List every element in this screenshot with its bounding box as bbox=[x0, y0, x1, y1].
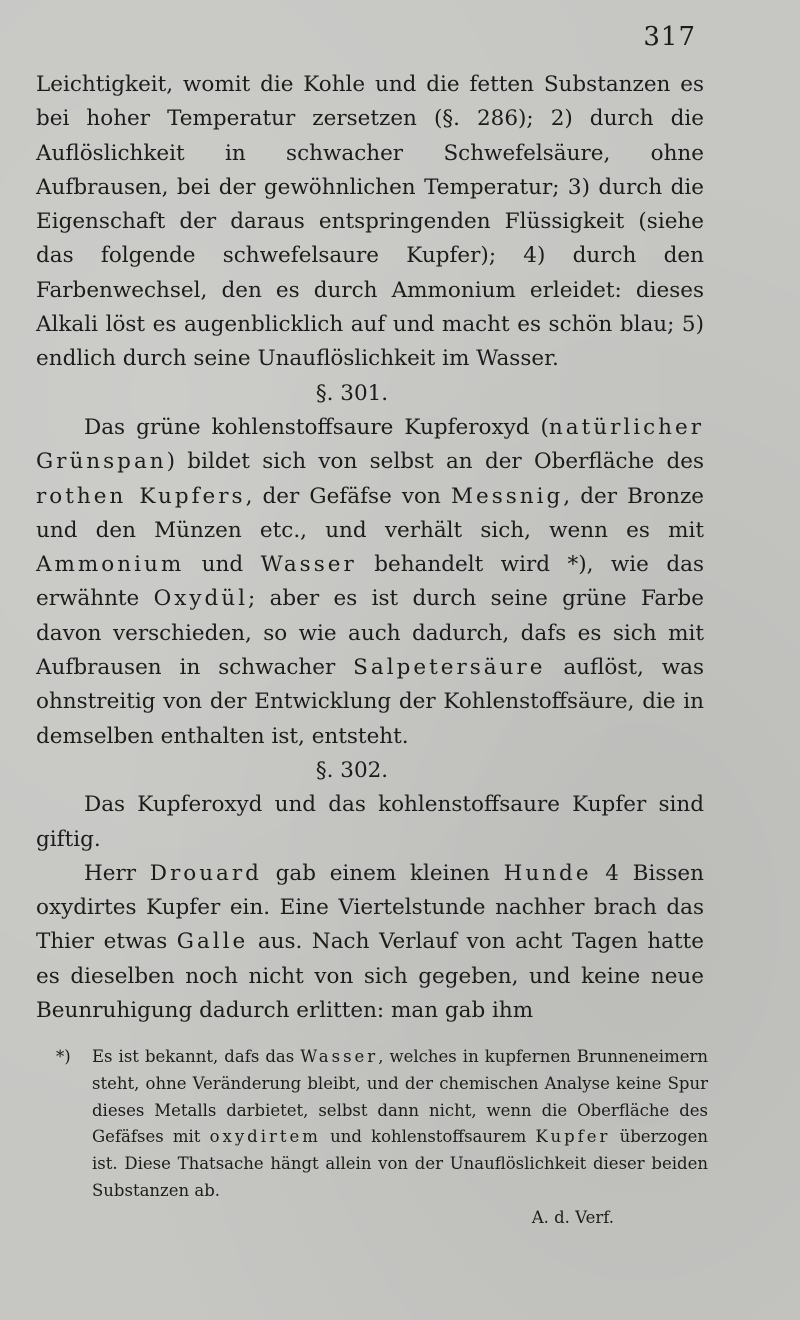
paragraph-302-b: Herr Drouard gab einem kleinen Hunde 4 Bissen oxydirtes Kupfer ein. Eine Viertelstunde nachher brach das Thier etwas Galle aus. Nach Verlauf von acht Tagen hatte es dieselben noch nicht von sich gegeben, und keine neue Beunruhigung dadurch erlitten: man gab ihm bbox=[36, 860, 705, 1024]
paragraph-302-a: Das Kupferoxyd und das kohlenstoffsaure Kupfer sind giftig. bbox=[36, 792, 704, 852]
section-heading-301: §. 301. bbox=[315, 380, 389, 406]
paragraph-301: Das grüne kohlenstoffsaure Kupferoxyd (natürlicher Grünspan) bildet sich von selbst an der Oberfläche des rothen Kupfers, der Gefäfse von Messnig, der Bronze und den Münzen etc., und verhält sich, wenn es mit Ammonium und Wasser behandelt wird *), wie das erwähnte Oxydül; aber es ist durch seine grüne Farbe davon verschieden, so wie auch dadurch, dafs es sich mit Aufbrausen in schwacher Salpetersäure auflöst, was ohnstreitig von der Entwicklung der Kohlenstoffsäure, die in demselben enthalten ist, entsteht. bbox=[36, 414, 705, 749]
paragraph-continuation: Leichtigkeit, womit die Kohle und die fetten Substanzen es bei hoher Temperatur zersetzen (§. 286); 2) durch die Auflöslichkeit in schwacher Schwefelsäure, ohne Aufbrausen, bei der gewöhnlichen Temperatur; 3) durch die Eigenschaft der daraus entspringenden Flüssigkeit (siehe das folgende schwefelsaure Kupfer); 4) durch den Farbenwechsel, den es durch Ammonium erleidet: dieses Alkali löst es augenblicklich auf und macht es schön blau; 5) endlich durch seine Unauflöslichkeit im Wasser. bbox=[36, 72, 704, 372]
page-number: 317 bbox=[643, 22, 696, 52]
section-heading-302: §. 302. bbox=[315, 757, 389, 783]
footnote-text: Es ist bekannt, dafs das Wasser, welches in kupfernen Brunneneimern steht, ohne Veränderung bleibt, und der chemischen Analyse keine Spur dieses Metalls darbietet, selbst dann nicht, wenn die Oberfläche des Gefäfses mit oxydirtem und kohlenstoffsaurem Kupfer überzogen ist. Diese Thatsache hängt allein von der Unauflöslichkeit dieser beiden Substanzen ab. bbox=[92, 1047, 709, 1200]
main-text bbox=[36, 68, 704, 1028]
footnote bbox=[56, 1044, 708, 1232]
footnote-signature: A. d. Verf. bbox=[531, 1207, 614, 1227]
footnote-marker: *) bbox=[56, 1047, 71, 1066]
